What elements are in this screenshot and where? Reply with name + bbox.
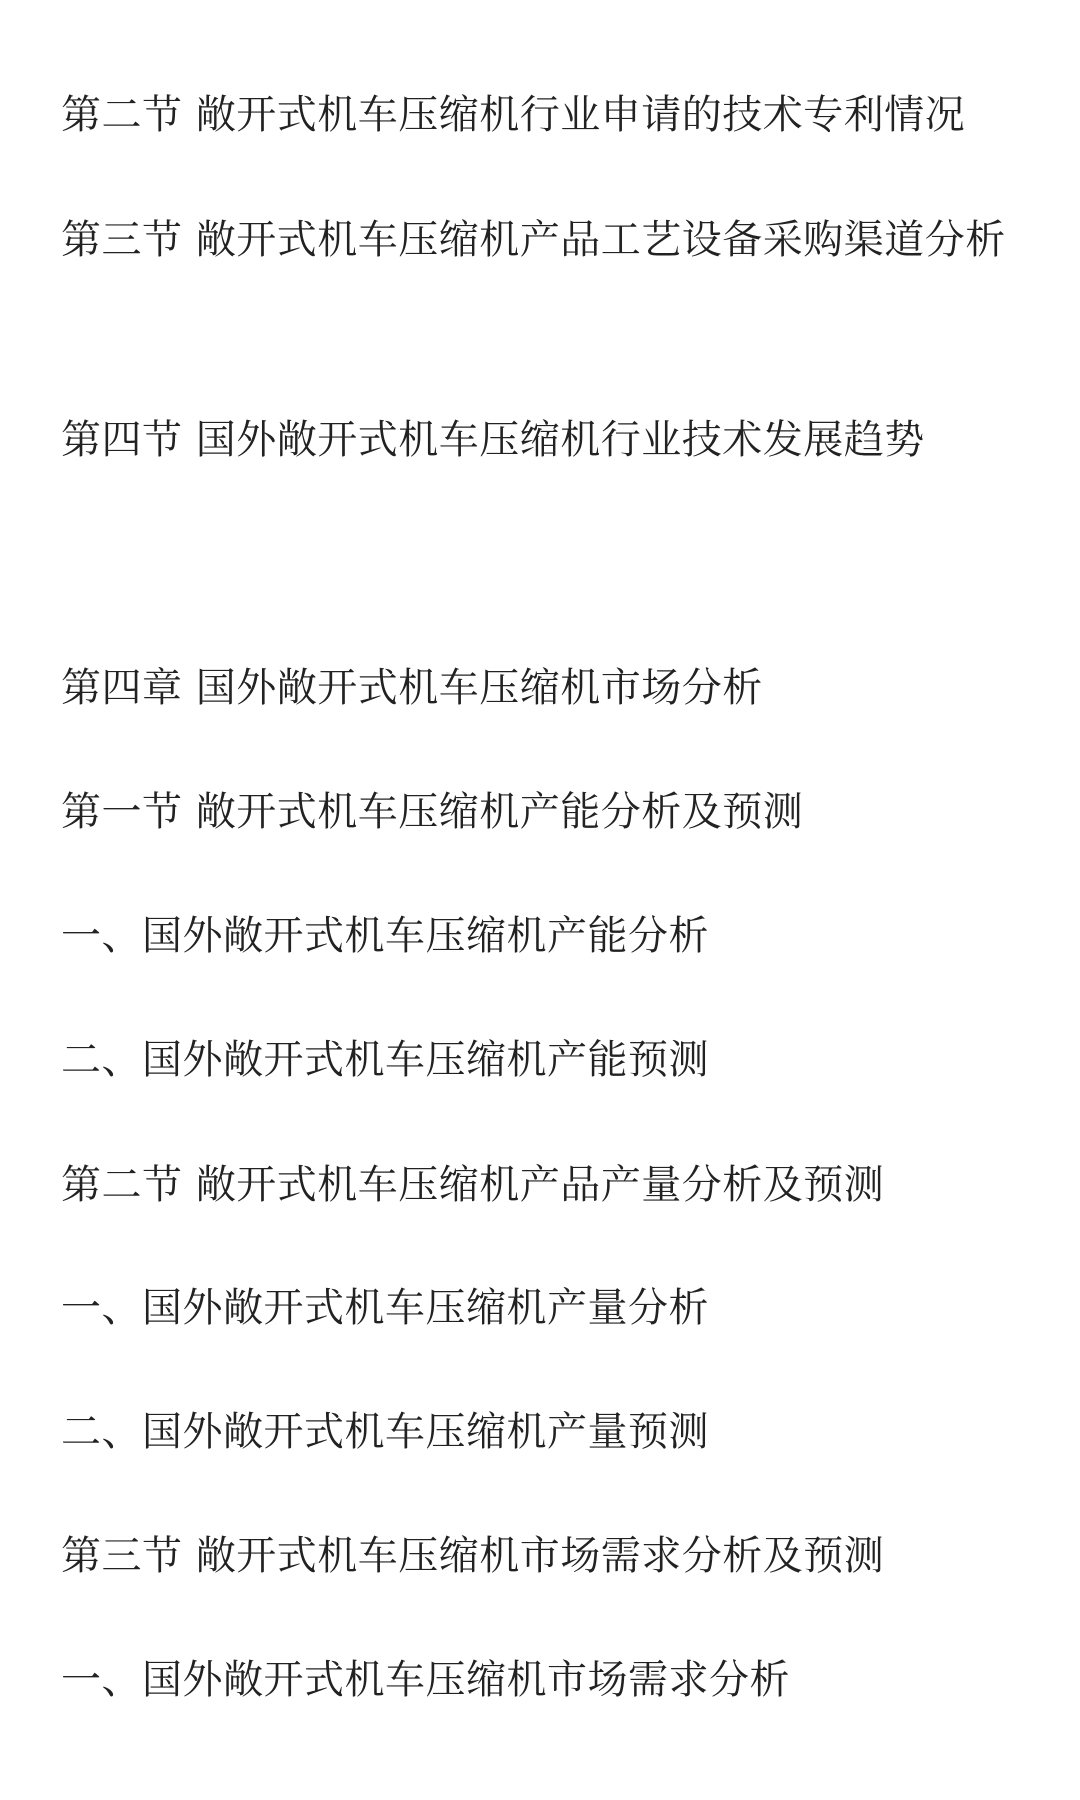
toc-line-capacity-forecast: 二、国外敞开式机车压缩机产能预测 xyxy=(61,1037,709,1083)
toc-line-section-3-demand: 第三节 敞开式机车压缩机市场需求分析及预测 xyxy=(61,1533,885,1579)
toc-line-section-1-capacity: 第一节 敞开式机车压缩机产能分析及预测 xyxy=(61,789,804,835)
toc-line-output-forecast: 二、国外敞开式机车压缩机产量预测 xyxy=(61,1409,709,1455)
toc-line-section-4-tech-trends: 第四节 国外敞开式机车压缩机行业技术发展趋势 xyxy=(61,417,925,463)
toc-line-section-3-procurement: 第三节 敞开式机车压缩机产品工艺设备采购渠道分析 xyxy=(61,217,1006,263)
toc-line-capacity-analysis: 一、国外敞开式机车压缩机产能分析 xyxy=(61,913,709,959)
toc-line-demand-analysis: 一、国外敞开式机车压缩机市场需求分析 xyxy=(61,1657,790,1703)
toc-line-section-2-patents: 第二节 敞开式机车压缩机行业申请的技术专利情况 xyxy=(61,92,966,138)
toc-line-output-analysis: 一、国外敞开式机车压缩机产量分析 xyxy=(61,1285,709,1331)
toc-line-section-2-output: 第二节 敞开式机车压缩机产品产量分析及预测 xyxy=(61,1162,885,1208)
toc-line-chapter-4: 第四章 国外敞开式机车压缩机市场分析 xyxy=(61,665,763,711)
